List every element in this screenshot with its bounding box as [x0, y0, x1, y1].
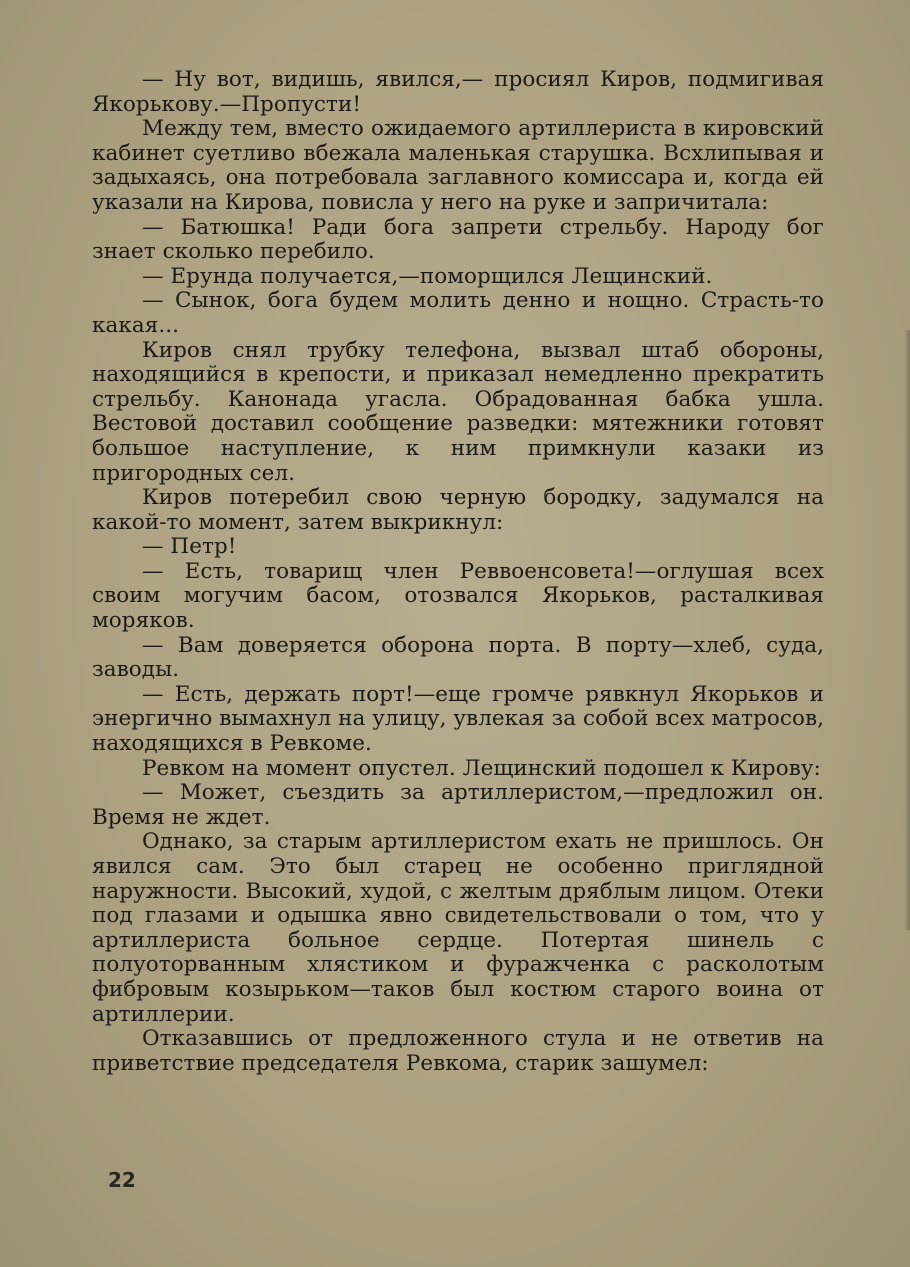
paragraph: — Ерунда получается,—поморщился Лещинский. — [142, 263, 713, 289]
paragraph: Между тем, вместо ожидаемого артиллериста в кировский кабинет суетливо вбежала маленькая старушка. Всхлипывая и задыхаясь, она потребовала заглавного комиссара и, когда ей указали на Кирова, повисла у него на руке и запричитала: — [92, 116, 824, 215]
page-text — [92, 68, 824, 1076]
paragraph: — Батюшка! Ради бога запрети стрельбу. Народу бог знает сколько перебило. — [92, 214, 824, 265]
paragraph: Ревком на момент опустел. Лещинский подошел к Кирову: — [142, 755, 821, 781]
page-edge-shadow — [904, 330, 910, 930]
paragraph: Киров потеребил свою черную бородку, задумался на какой-то момент, затем выкрикнул: — [92, 485, 824, 535]
paragraph: — Ну вот, видишь, явился,— просиял Киров, подмигивая Якорькову.—Пропусти! — [92, 67, 824, 117]
page-number: 22 — [108, 1168, 136, 1192]
paragraph: — Вам доверяется оборона порта. В порту—хлеб, суда, заводы. — [92, 632, 824, 683]
paragraph: — Есть, товарищ член Реввоенсовета!—оглушая всех своим могучим басом, отозвался Якорьков, расталкивая моряков. — [92, 558, 824, 634]
paragraph: Киров снял трубку телефона, вызвал штаб обороны, находящийся в крепости, и приказал немедленно прекратить стрельбу. Канонада угасла. Обрадованная бабка ушла. Вестовой доставил сообщение разведки: мятежники готовят большое наступление, к ним примкнули казаки из пригородных сел. — [92, 337, 824, 486]
paragraph: — Петр! — [142, 534, 237, 560]
paragraph: Однако, за старым артиллеристом ехать не пришлось. Он явился сам. Это был старец не особенно приглядной наружности. Высокий, худой, с желтым дряблым лицом. Отеки под глазами и одышка явно свидетельствовали о том, что у артиллериста больное сердце. Потертая шинель с полуоторванным хлястиком и фуражченка с расколотым фибровым козырьком—таков был костюм старого воина от артиллерии. — [92, 829, 824, 1027]
paragraph: — Сынок, бога будем молить денно и нощно. Страсть-то какая... — [92, 288, 824, 338]
paragraph: — Есть, держать порт!—еще громче рявкнул Якорьков и энергично вымахнул на улицу, увлекая за собой всех матросов, находящихся в Ревкоме. — [92, 681, 824, 757]
paragraph: Отказавшись от предложенного стула и не ответив на приветствие председателя Ревкома, старик зашумел: — [92, 1026, 824, 1076]
paragraph: — Может, съездить за артиллеристом,—предложил он. Время не ждет. — [92, 780, 824, 830]
